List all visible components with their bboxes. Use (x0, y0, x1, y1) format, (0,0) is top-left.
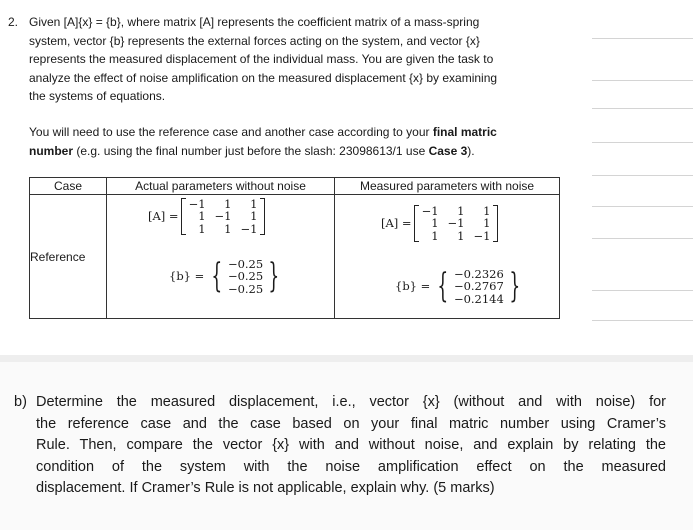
matrix-entry: 1 (457, 228, 465, 243)
matrix-entry: 1 (250, 209, 258, 223)
with-noise-cell (335, 195, 560, 319)
intro-line: the systems of equations. (29, 89, 166, 103)
vector-entry: −0.2767 (453, 279, 504, 293)
vector-b-label: {b} = (395, 279, 431, 294)
right-brace: } (509, 266, 521, 307)
final-matric-term: final matric (432, 125, 497, 139)
right-bracket (260, 198, 265, 236)
instruction-line-2 (29, 142, 564, 161)
without-noise-cell (107, 195, 335, 319)
matrix-entry: 1 (250, 196, 258, 211)
parameters-table (29, 177, 560, 319)
right-bracket (493, 205, 498, 243)
margin-rule (592, 175, 693, 176)
margin-rule (592, 108, 693, 109)
instruction-prefix: You will need to use the reference case and another case according to your (29, 125, 433, 139)
margin-rule (592, 206, 693, 207)
vector-b-with-noise (395, 268, 525, 306)
matrix-a-without-noise (148, 198, 265, 236)
margin-rule (592, 80, 693, 81)
intro-line: represents the measured displacement of the individual mass. You are given the task to (29, 52, 494, 66)
case-term: Case 3 (428, 143, 468, 158)
right-brace: } (268, 256, 280, 297)
matrix-entry: 1 (431, 216, 439, 230)
vector-b-without-noise (169, 258, 285, 296)
part-b-line: Determine the measured displacement, i.e., vector {x} (without and with noise) for (36, 394, 666, 410)
question-intro (29, 13, 564, 106)
part-b-line: Rule. Then, compare the vector {x} with and without noise, and explain by relating the (36, 437, 666, 453)
margin-rule (592, 238, 693, 239)
matrix-a-label: [A] = (381, 216, 412, 231)
vector-entry: −0.2144 (453, 291, 504, 306)
matrix-entry: −1 (240, 221, 258, 236)
matrix-a-label: [A] = (148, 209, 179, 224)
matrix-entry: 1 (198, 221, 206, 236)
table-header-row (30, 178, 560, 195)
matrix-entry: 1 (431, 228, 439, 243)
matrix-entry: −1 (421, 203, 439, 218)
case-label: Reference (30, 195, 107, 319)
instruction-line-1 (29, 123, 564, 142)
question-number: 2. (8, 15, 19, 29)
margin-rule (592, 320, 693, 321)
intro-line: system, vector {b} represents the external forces acting on the system, and vector {x} (29, 33, 480, 48)
margin-rule (592, 38, 693, 39)
matrix-entry: 1 (224, 221, 232, 236)
matrix-entry: −1 (447, 216, 465, 230)
left-brace: { (211, 256, 223, 297)
left-brace: { (437, 266, 449, 307)
vector-entry: −0.25 (227, 256, 264, 271)
part-b-line: displacement. If Cramer’s Rule is not applicable, explain why. (5 marks) (36, 480, 495, 496)
number-term: number (29, 143, 74, 158)
matrix-entry: 1 (483, 203, 491, 218)
matrix-entry: 1 (457, 203, 465, 218)
matrix-entry: 1 (224, 196, 232, 211)
table-row (30, 195, 560, 319)
header-case: Case (30, 178, 107, 195)
instruction-text (29, 123, 564, 160)
matrix-entry: 1 (198, 209, 206, 223)
section-divider (0, 355, 693, 362)
intro-line: analyze the effect of noise amplification on the measured displacement {x} by examining (29, 70, 498, 85)
vector-entry: −0.25 (227, 269, 264, 283)
instruction-example: (e.g. using the final number just before the slash: 23098613/1 use (73, 143, 429, 158)
matrix-entry: −1 (214, 209, 232, 223)
part-b-line: the reference case and the case based on your final matric number using Cramer’s (36, 415, 666, 432)
part-b-label: b) (14, 394, 27, 410)
part-b-question (36, 392, 666, 500)
margin-rule (592, 142, 693, 143)
matrix-entry: −1 (188, 196, 206, 211)
instruction-suffix: ). (467, 143, 475, 158)
vector-entry: −0.25 (227, 281, 264, 296)
vector-entry: −0.2326 (453, 266, 504, 281)
matrix-a-with-noise (381, 205, 498, 243)
matrix-entry: −1 (473, 228, 491, 243)
intro-line: Given [A]{x} = {b}, where matrix [A] represents the coefficient matrix of a mass-spring (29, 15, 480, 29)
margin-rule (592, 290, 693, 291)
header-with-noise: Measured parameters with noise (335, 178, 560, 195)
part-b-line: condition of the system with the noise amplification effect on the measured (36, 458, 666, 475)
vector-b-label: {b} = (169, 269, 205, 284)
header-without-noise: Actual parameters without noise (107, 178, 335, 195)
matrix-entry: 1 (483, 216, 491, 230)
